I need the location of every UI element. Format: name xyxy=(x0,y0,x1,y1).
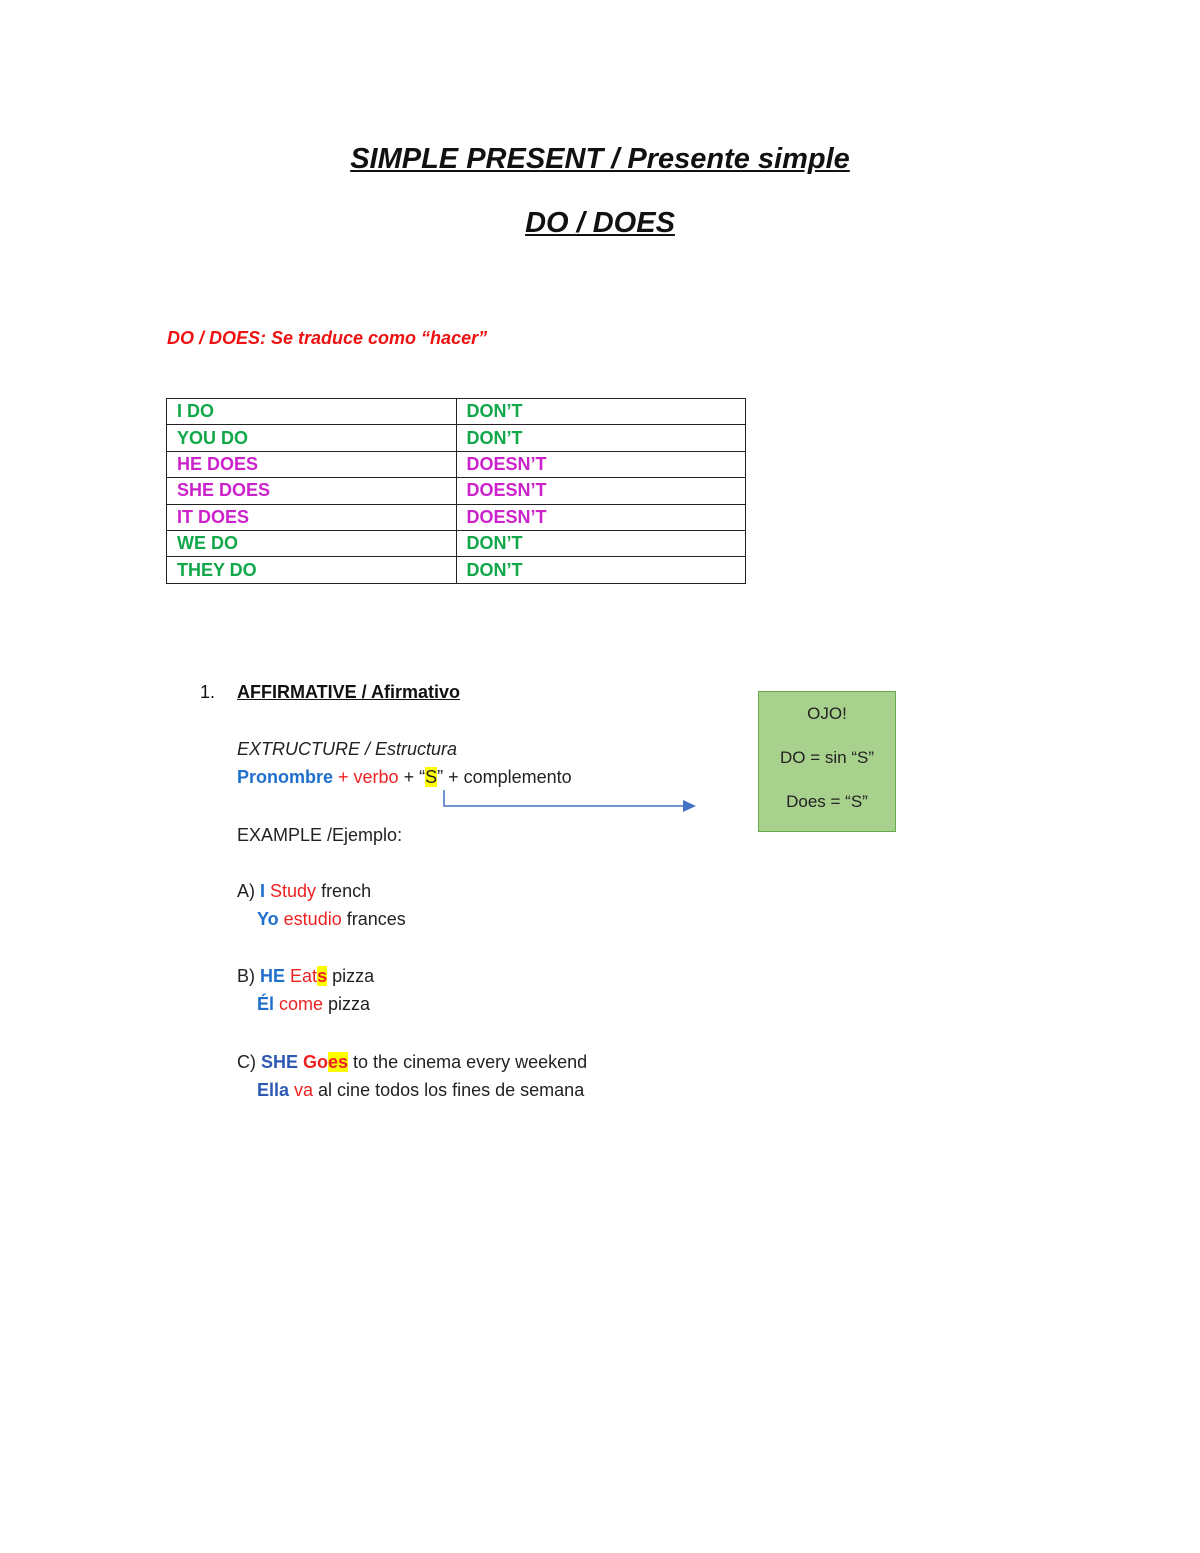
formula-rest: ” + complemento xyxy=(437,767,572,787)
page-title: SIMPLE PRESENT / Presente simple xyxy=(350,143,850,175)
example-a-t-subject: Yo xyxy=(257,909,279,929)
formula-verb: verbo xyxy=(353,767,399,787)
example-b-t-rest: pizza xyxy=(323,994,371,1014)
example-c-subject: SHE xyxy=(261,1052,299,1072)
section-title: AFFIRMATIVE / Afirmativo xyxy=(237,682,461,702)
example-a-rest: french xyxy=(316,881,372,901)
formula-s-highlight: S xyxy=(425,767,438,787)
example-b-subject: HE xyxy=(260,966,286,986)
example-c-t-rest: al cine todos los fines de semana xyxy=(313,1080,585,1100)
example-c-t-subject: Ella xyxy=(257,1080,290,1100)
example-c-verb: Go xyxy=(298,1052,329,1072)
formula-pronoun: Pronombre xyxy=(237,767,334,787)
cell-affirmative: THEY DO xyxy=(167,557,457,583)
cell-negative: DOESN’T xyxy=(456,478,746,504)
cell-affirmative: IT DOES xyxy=(167,504,457,530)
example-label: EXAMPLE /Ejemplo: xyxy=(237,825,403,845)
definition-text: DO / DOES: Se traduce como “hacer” xyxy=(167,328,488,348)
example-b-s-highlight: s xyxy=(317,966,328,986)
cell-negative: DON’T xyxy=(456,399,746,425)
formula-plus: + xyxy=(333,767,354,787)
cell-negative: DON’T xyxy=(456,425,746,451)
ojo-line-does: Does = “S” xyxy=(786,792,868,811)
example-c-letter: C) xyxy=(237,1052,261,1072)
cell-negative: DOESN’T xyxy=(456,451,746,477)
cell-negative: DOESN’T xyxy=(456,504,746,530)
example-b-t-verb: come xyxy=(274,994,324,1014)
example-b-t-subject: Él xyxy=(257,994,275,1014)
page-subtitle: DO / DOES xyxy=(525,207,675,239)
ojo-note-box xyxy=(758,691,896,832)
cell-negative: DON’T xyxy=(456,530,746,556)
cell-affirmative: SHE DOES xyxy=(167,478,457,504)
arrow-line xyxy=(444,790,683,806)
example-a-t-rest: frances xyxy=(341,909,406,929)
cell-affirmative: WE DO xyxy=(167,530,457,556)
example-a-verb: Study xyxy=(265,881,317,901)
example-a-subject: I xyxy=(260,881,266,901)
example-a-t-verb: estudio xyxy=(278,909,342,929)
example-c-es-highlight: es xyxy=(328,1052,349,1072)
example-c-t-verb: va xyxy=(289,1080,314,1100)
example-b-verb: Eat xyxy=(285,966,318,986)
arrow-head-icon xyxy=(683,800,696,812)
structure-label: EXTRUCTURE / Estructura xyxy=(237,739,458,759)
example-b-rest: pizza xyxy=(327,966,375,986)
cell-negative: DON’T xyxy=(456,557,746,583)
cell-affirmative: YOU DO xyxy=(167,425,457,451)
example-c-rest: to the cinema every weekend xyxy=(348,1052,588,1072)
example-b-letter: B) xyxy=(237,966,261,986)
example-a-letter: A) xyxy=(237,881,261,901)
section-number: 1. xyxy=(200,682,216,702)
ojo-title: OJO! xyxy=(807,704,847,723)
formula-plus-quote: + “ xyxy=(398,767,426,787)
cell-affirmative: I DO xyxy=(167,399,457,425)
ojo-line-do: DO = sin “S” xyxy=(780,748,874,767)
cell-affirmative: HE DOES xyxy=(167,451,457,477)
